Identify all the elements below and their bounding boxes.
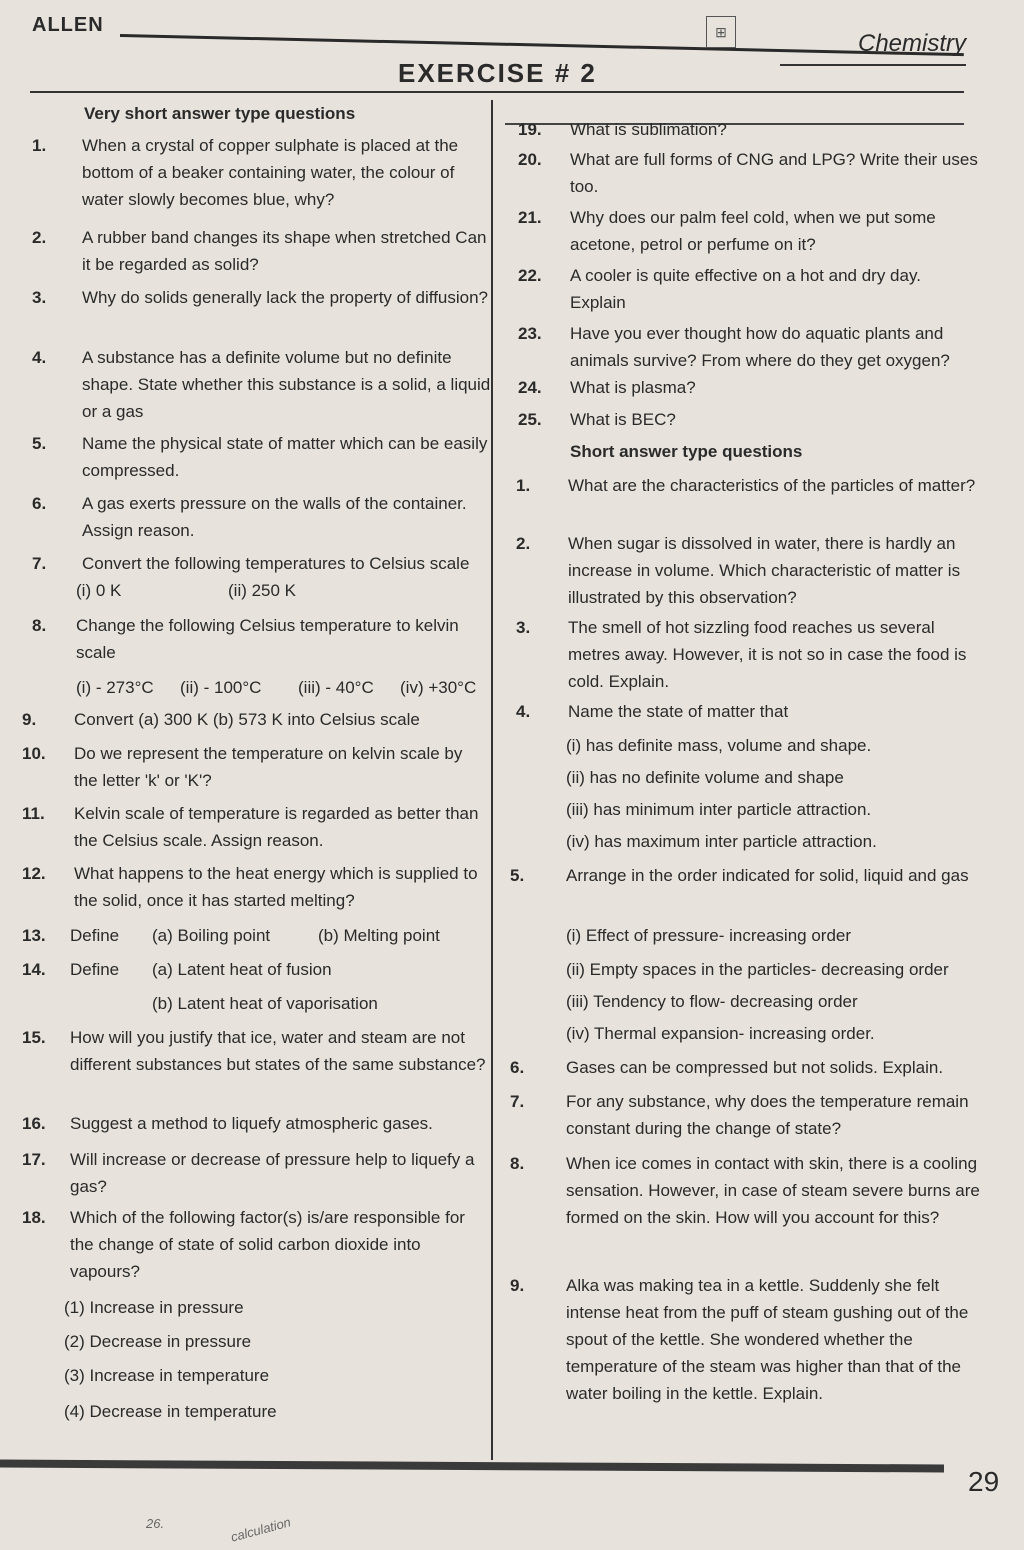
- q8-option-ii: (ii) - 100°C: [180, 678, 262, 697]
- exercise-rule: [30, 91, 964, 93]
- q18-option-1: (1) Increase in pressure: [64, 1298, 244, 1317]
- q13-option-b: (b) Melting point: [318, 926, 440, 945]
- short-question-6: 6. Gases can be compressed but not solids. Explain.: [510, 1058, 944, 1077]
- question-10: 10. Do we represent the temperature on kelvin scale by the letter 'k' or 'K'?: [22, 744, 463, 790]
- sq4-option-ii: (ii) has no definite volume and shape: [566, 768, 844, 787]
- question-19: 19. What is sublimation?: [518, 120, 727, 139]
- q8-option-iv: (iv) +30°C: [400, 678, 477, 697]
- page-number: 29: [968, 1466, 1000, 1497]
- question-25: 25. What is BEC?: [518, 410, 676, 429]
- question-8: 8. Change the following Celsius temperature to kelvin scale: [32, 616, 459, 662]
- sq5-option-i: (i) Effect of pressure- increasing order: [566, 926, 852, 945]
- q13-option-a: (a) Boiling point: [152, 926, 271, 945]
- question-23: 23. Have you ever thought how do aquatic plants and animals survive? From where do they get oxygen?: [518, 324, 950, 370]
- short-question-1: 1. What are the characteristics of the particles of matter?: [516, 476, 976, 495]
- subject-title: Chemistry: [857, 30, 966, 57]
- q14-option-a: (a) Latent heat of fusion: [152, 960, 332, 979]
- question-9: 9. Convert (a) 300 K (b) 573 K into Celsius scale: [22, 710, 420, 729]
- sq4-option-iii: (iii) has minimum inter particle attraction.: [566, 800, 872, 819]
- question-2: 2. A rubber band changes its shape when stretched Can it be regarded as solid?: [32, 228, 487, 274]
- sq4-option-i: (i) has definite mass, volume and shape.: [566, 736, 872, 755]
- q14-option-b: (b) Latent heat of vaporisation: [152, 994, 378, 1013]
- q7-option-i: (i) 0 K: [76, 581, 122, 600]
- question-21: 21. Why does our palm feel cold, when we put some acetone, petrol or perfume on it?: [518, 208, 936, 254]
- handwritten-note-2: calculation: [229, 1514, 293, 1545]
- short-question-3: 3. The smell of hot sizzling food reaches us several metres away. However, it is not so in case the food is cold. Explain.: [516, 618, 967, 691]
- header-rule: [120, 34, 964, 56]
- q18-option-4: (4) Decrease in temperature: [64, 1402, 277, 1421]
- sq5-option-ii: (ii) Empty spaces in the particles- decreasing order: [566, 960, 949, 979]
- sq4-option-iv: (iv) has maximum inter particle attraction.: [566, 832, 877, 851]
- q7-option-ii: (ii) 250 K: [228, 581, 297, 600]
- question-6: 6. A gas exerts pressure on the walls of the container. Assign reason.: [32, 494, 467, 540]
- question-16: 16. Suggest a method to liquefy atmospheric gases.: [22, 1114, 433, 1133]
- question-20: 20. What are full forms of CNG and LPG? Write their uses too.: [518, 150, 978, 196]
- question-17: 17. Will increase or decrease of pressure help to liquefy a gas?: [22, 1150, 475, 1196]
- question-14: 14. Define: [22, 960, 120, 979]
- short-question-4: 4. Name the state of matter that: [516, 702, 789, 721]
- q8-option-i: (i) - 273°C: [76, 678, 154, 697]
- left-section-heading: Very short answer type questions: [84, 104, 356, 123]
- subject-rule: [780, 64, 966, 66]
- sq5-option-iv: (iv) Thermal expansion- increasing order.: [566, 1024, 875, 1043]
- exercise-title: EXERCISE # 2: [398, 58, 597, 88]
- sq5-option-iii: (iii) Tendency to flow- decreasing order: [566, 992, 858, 1011]
- short-question-8: 8. When ice comes in contact with skin, there is a cooling sensation. However, in case of steam severe burns are formed on the skin. How will you account for this?: [510, 1154, 980, 1227]
- question-5: 5. Name the physical state of matter which can be easily compressed.: [32, 434, 488, 480]
- short-question-9: 9. Alka was making tea in a kettle. Suddenly she felt intense heat from the puff of steam gushing out of the spout of the kettle. She wondered whether the temperature of the steam was higher than that of the water boiling in the kettle. Explain.: [510, 1276, 969, 1403]
- question-13: 13. Define: [22, 926, 120, 945]
- question-11: 11. Kelvin scale of temperature is regarded as better than the Celsius scale. Assign reason.: [22, 804, 479, 850]
- question-18: 18. Which of the following factor(s) is/are responsible for the change of state of solid carbon dioxide into vapours?: [22, 1208, 465, 1281]
- short-question-2: 2. When sugar is dissolved in water, there is hardly an increase in volume. Which characteristic of matter is illustrated by this observation?: [516, 534, 961, 607]
- question-15: 15. How will you justify that ice, water and steam are not different substances but states of the same substance?: [22, 1028, 486, 1074]
- question-3: 3. Why do solids generally lack the property of diffusion?: [32, 288, 489, 307]
- q8-option-iii: (iii) - 40°C: [298, 678, 374, 697]
- question-4: 4. A substance has a definite volume but no definite shape. State whether this substance is a solid, a liquid or a gas: [32, 348, 491, 421]
- short-question-7: 7. For any substance, why does the temperature remain constant during the change of state?: [510, 1092, 969, 1138]
- question-22: 22. A cooler is quite effective on a hot and dry day. Explain: [518, 266, 921, 312]
- short-question-5: 5. Arrange in the order indicated for solid, liquid and gas: [510, 866, 969, 885]
- right-section-heading: Short answer type questions: [570, 442, 803, 461]
- handwritten-note-1: 26.: [146, 1516, 165, 1531]
- q18-option-2: (2) Decrease in pressure: [64, 1332, 252, 1351]
- question-24: 24. What is plasma?: [518, 378, 696, 397]
- page-header: [0, 0, 1024, 95]
- question-1: 1. When a crystal of copper sulphate is placed at the bottom of a beaker containing water, the colour of water slowly becomes blue, why?: [32, 136, 459, 209]
- brand-logo: ALLEN: [32, 14, 104, 36]
- question-7: 7. Convert the following temperatures to Celsius scale: [32, 554, 470, 573]
- footer-rule: [0, 1460, 944, 1473]
- question-12: 12. What happens to the heat energy which is supplied to the solid, once it has started melting?: [22, 864, 478, 910]
- q18-option-3: (3) Increase in temperature: [64, 1366, 270, 1385]
- publisher-mark-icon: ⊞: [706, 16, 736, 48]
